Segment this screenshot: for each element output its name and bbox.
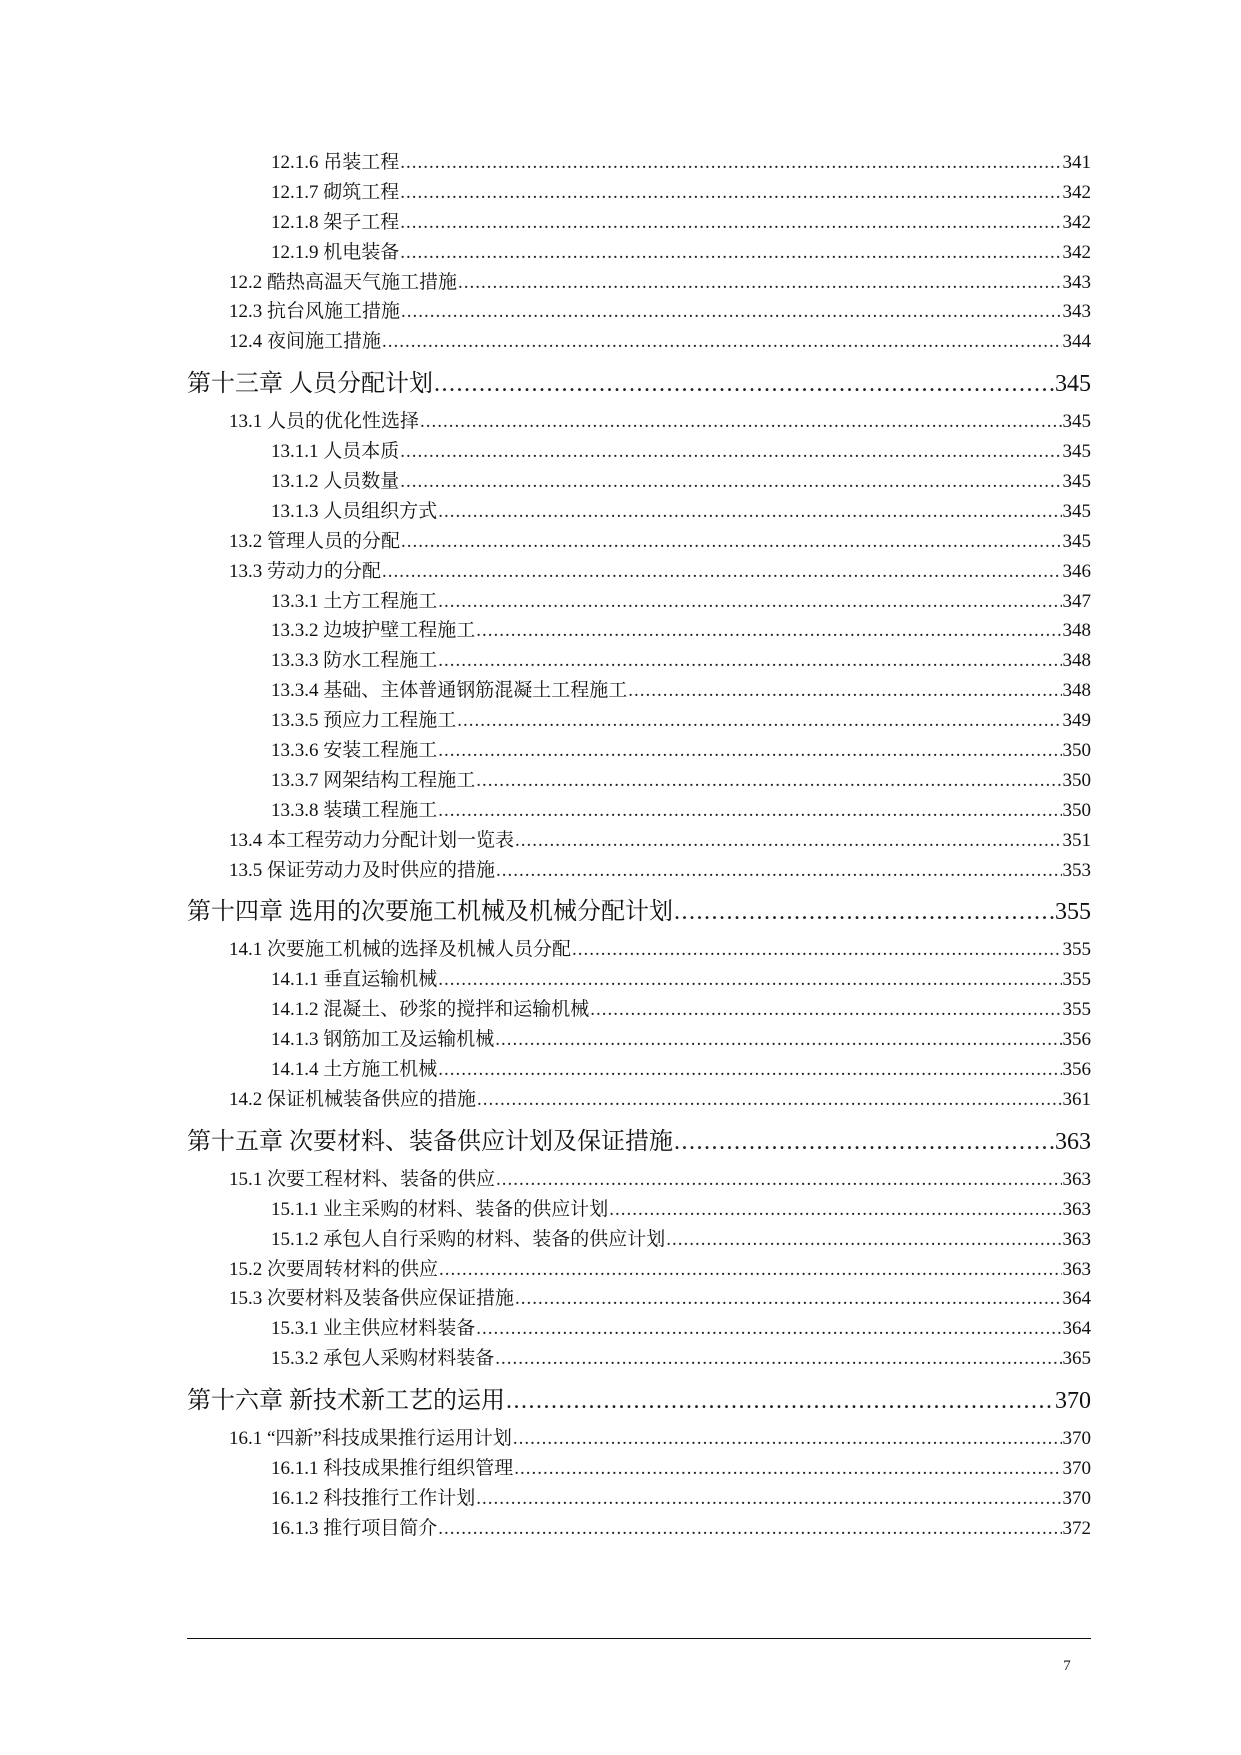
toc-dot-leader <box>674 1127 1054 1157</box>
toc-entry-page: 370 <box>1055 1388 1091 1415</box>
toc-entry[interactable] <box>187 587 1091 617</box>
toc-dot-leader <box>495 1344 1061 1374</box>
toc-dot-leader <box>506 1386 1054 1416</box>
toc-entry-page: 364 <box>1062 1318 1091 1340</box>
toc-dot-leader <box>438 1514 1061 1544</box>
toc-entry-page: 356 <box>1062 1029 1091 1051</box>
toc-entry-page: 355 <box>1062 999 1091 1021</box>
toc-entry-label: 15.1.1 业主采购的材料、装备的供应计划 <box>271 1198 609 1220</box>
toc-entry-label: 13.3.4 基础、主体普通钢筋混凝土工程施工 <box>271 680 628 702</box>
toc-dot-leader <box>401 527 1061 557</box>
toc-entry-label: 12.1.8 架子工程 <box>271 211 400 233</box>
toc-dot-leader <box>400 437 1061 467</box>
toc-entry[interactable] <box>187 616 1091 646</box>
toc-entry-label: 13.5 保证劳动力及时供应的措施 <box>229 859 496 881</box>
toc-dot-leader <box>438 497 1061 527</box>
toc-entry-label: 第十四章 选用的次要施工机械及机械分配计划 <box>187 899 673 926</box>
toc-entry-label: 14.1.1 垂直运输机械 <box>271 969 438 991</box>
toc-entry-page: 350 <box>1062 799 1091 821</box>
toc-entry-label: 第十六章 新技术新工艺的运用 <box>187 1388 505 1415</box>
toc-chapter-entry[interactable] <box>187 369 1091 399</box>
toc-dot-leader <box>666 1225 1061 1255</box>
toc-dot-leader <box>476 766 1061 796</box>
toc-dot-leader <box>496 856 1061 886</box>
toc-entry-page: 349 <box>1062 710 1091 732</box>
toc-entry-page: 364 <box>1062 1288 1091 1310</box>
toc-entry-label: 13.3 劳动力的分配 <box>229 560 382 582</box>
toc-dot-leader <box>477 1085 1061 1115</box>
toc-entry[interactable] <box>187 1314 1091 1344</box>
toc-entry[interactable] <box>187 646 1091 676</box>
toc-entry[interactable] <box>187 1085 1091 1115</box>
toc-entry-page: 355 <box>1055 899 1091 926</box>
toc-dot-leader <box>438 965 1061 995</box>
toc-entry[interactable] <box>187 437 1091 467</box>
table-of-contents <box>187 148 1091 1544</box>
toc-entry-label: 13.3.2 边坡护壁工程施工 <box>271 620 476 642</box>
toc-entry-page: 355 <box>1062 969 1091 991</box>
toc-entry-page: 372 <box>1062 1517 1091 1539</box>
toc-entry[interactable] <box>187 1454 1091 1484</box>
toc-entry-page: 345 <box>1062 471 1091 493</box>
toc-entry-page: 363 <box>1062 1228 1091 1250</box>
toc-entry[interactable] <box>187 766 1091 796</box>
toc-entry-label: 15.3 次要材料及装备供应保证措施 <box>229 1288 515 1310</box>
toc-dot-leader <box>628 676 1061 706</box>
toc-entry[interactable] <box>187 1284 1091 1314</box>
toc-entry[interactable] <box>187 407 1091 437</box>
toc-entry-label: 12.1.6 吊装工程 <box>271 152 400 173</box>
toc-entry[interactable] <box>187 935 1091 965</box>
toc-entry-page: 363 <box>1062 1168 1091 1190</box>
toc-dot-leader <box>400 178 1061 208</box>
toc-entry[interactable] <box>187 497 1091 527</box>
toc-dot-leader <box>496 1165 1061 1195</box>
toc-entry[interactable] <box>187 1514 1091 1544</box>
toc-entry-label: 12.2 酷热高温天气施工措施 <box>229 271 458 293</box>
toc-entry-label: 13.3.5 预应力工程施工 <box>271 710 457 732</box>
toc-entry-page: 343 <box>1062 271 1091 293</box>
toc-dot-leader <box>420 407 1061 437</box>
toc-entry-label: 13.1.2 人员数量 <box>271 471 400 493</box>
toc-entry-label: 13.1.3 人员组织方式 <box>271 500 438 522</box>
toc-entry-label: 15.3.1 业主供应材料装备 <box>271 1318 476 1340</box>
toc-entry-page: 350 <box>1062 769 1091 791</box>
toc-entry-label: 13.1 人员的优化性选择 <box>229 411 420 433</box>
page-number: 7 <box>1063 1658 1071 1674</box>
toc-entry-label: 14.1.4 土方施工机械 <box>271 1059 438 1081</box>
toc-dot-leader <box>495 1025 1061 1055</box>
toc-entry-label: 13.3.6 安装工程施工 <box>271 740 438 762</box>
toc-dot-leader <box>438 796 1061 826</box>
toc-entry[interactable] <box>187 1055 1091 1085</box>
toc-dot-leader <box>438 736 1061 766</box>
footer-divider <box>187 1638 1091 1639</box>
toc-chapter-entry[interactable] <box>187 1386 1091 1416</box>
toc-entry-page: 355 <box>1062 939 1091 961</box>
toc-entry[interactable] <box>187 1165 1091 1195</box>
toc-entry-page: 342 <box>1062 241 1091 263</box>
toc-entry-label: 13.3.7 网架结构工程施工 <box>271 769 476 791</box>
toc-entry-page: 363 <box>1055 1128 1091 1155</box>
toc-entry-page: 361 <box>1062 1088 1091 1110</box>
toc-entry-page: 344 <box>1062 331 1091 353</box>
toc-entry-page: 363 <box>1062 1258 1091 1280</box>
toc-dot-leader <box>438 1055 1061 1085</box>
toc-dot-leader <box>400 238 1061 268</box>
toc-entry-label: 13.2 管理人员的分配 <box>229 530 401 552</box>
toc-entry[interactable] <box>187 1025 1091 1055</box>
toc-entry[interactable] <box>187 297 1091 327</box>
toc-entry-page: 370 <box>1062 1457 1091 1479</box>
toc-entry[interactable] <box>187 467 1091 497</box>
toc-entry-page: 365 <box>1062 1348 1091 1370</box>
toc-entry[interactable] <box>187 856 1091 886</box>
toc-entry-label: 13.3.8 装璜工程施工 <box>271 799 438 821</box>
toc-entry-label: 15.1.2 承包人自行采购的材料、装备的供应计划 <box>271 1228 666 1250</box>
toc-dot-leader <box>438 587 1061 617</box>
toc-entry-label: 13.1.1 人员本质 <box>271 441 400 463</box>
toc-entry-label: 15.3.2 承包人采购材料装备 <box>271 1348 495 1370</box>
toc-entry-page: 346 <box>1062 560 1091 582</box>
toc-dot-leader <box>401 297 1061 327</box>
toc-entry-label: 12.4 夜间施工措施 <box>229 331 382 353</box>
toc-entry-page: 370 <box>1062 1487 1091 1509</box>
toc-dot-leader <box>434 369 1054 399</box>
toc-entry-label: 14.1.2 混凝土、砂浆的搅拌和运输机械 <box>271 999 590 1021</box>
toc-dot-leader <box>382 557 1061 587</box>
toc-dot-leader <box>674 897 1054 927</box>
toc-dot-leader <box>609 1195 1061 1225</box>
toc-dot-leader <box>457 706 1061 736</box>
toc-entry-page: 345 <box>1062 411 1091 433</box>
toc-entry-page: 348 <box>1062 680 1091 702</box>
toc-entry-label: 13.3.3 防水工程施工 <box>271 650 438 672</box>
toc-entry[interactable] <box>187 268 1091 298</box>
toc-entry[interactable] <box>187 1484 1091 1514</box>
toc-entry-label: 12.3 抗台风施工措施 <box>229 301 401 323</box>
toc-entry[interactable] <box>187 178 1091 208</box>
toc-entry-label: 16.1.1 科技成果推行组织管理 <box>271 1457 514 1479</box>
toc-entry-page: 345 <box>1062 441 1091 463</box>
toc-entry-page: 345 <box>1062 500 1091 522</box>
toc-dot-leader <box>458 268 1061 298</box>
toc-entry-page: 342 <box>1062 181 1091 203</box>
toc-entry[interactable] <box>187 208 1091 238</box>
toc-dot-leader <box>514 1454 1061 1484</box>
toc-dot-leader <box>513 1424 1062 1454</box>
toc-entry-label: 16.1.3 推行项目简介 <box>271 1517 438 1539</box>
toc-entry[interactable] <box>187 995 1091 1025</box>
toc-entry-page: 345 <box>1062 530 1091 552</box>
toc-dot-leader <box>590 995 1061 1025</box>
toc-entry-page: 363 <box>1062 1198 1091 1220</box>
toc-dot-leader <box>572 935 1061 965</box>
toc-entry[interactable] <box>187 965 1091 995</box>
toc-dot-leader <box>476 616 1061 646</box>
toc-dot-leader <box>439 1255 1061 1285</box>
toc-entry-label: 12.1.9 机电装备 <box>271 241 400 263</box>
toc-entry-label: 16.1 “四新”科技成果推行运用计划 <box>229 1428 512 1450</box>
toc-entry[interactable] <box>187 148 1091 178</box>
toc-entry-page: 351 <box>1062 829 1091 851</box>
toc-entry[interactable] <box>187 676 1091 706</box>
toc-entry-label: 13.3.1 土方工程施工 <box>271 590 438 612</box>
toc-entry-label: 13.4 本工程劳动力分配计划一览表 <box>229 829 515 851</box>
toc-entry[interactable] <box>187 1195 1091 1225</box>
toc-chapter-entry[interactable] <box>187 1127 1091 1157</box>
toc-entry-label: 第十三章 人员分配计划 <box>187 371 433 398</box>
toc-dot-leader <box>400 467 1061 497</box>
toc-entry-label: 第十五章 次要材料、装备供应计划及保证措施 <box>187 1128 673 1155</box>
toc-entry[interactable] <box>187 527 1091 557</box>
toc-entry-label: 16.1.2 科技推行工作计划 <box>271 1487 476 1509</box>
toc-dot-leader <box>515 1284 1061 1314</box>
toc-entry[interactable] <box>187 826 1091 856</box>
toc-entry-page: 347 <box>1062 590 1091 612</box>
toc-entry-page: 343 <box>1062 301 1091 323</box>
toc-entry-page: 345 <box>1055 371 1091 398</box>
toc-dot-leader <box>476 1314 1061 1344</box>
toc-entry-page: 348 <box>1062 620 1091 642</box>
toc-entry-label: 14.1 次要施工机械的选择及机械人员分配 <box>229 939 572 961</box>
toc-dot-leader <box>515 826 1061 856</box>
toc-entry[interactable] <box>187 1255 1091 1285</box>
toc-entry-page: 356 <box>1062 1059 1091 1081</box>
toc-chapter-entry[interactable] <box>187 897 1091 927</box>
toc-entry-label: 14.2 保证机械装备供应的措施 <box>229 1088 477 1110</box>
toc-entry[interactable] <box>187 1225 1091 1255</box>
toc-dot-leader <box>476 1484 1061 1514</box>
toc-entry-page: 350 <box>1062 740 1091 762</box>
toc-entry-page: 353 <box>1062 859 1091 881</box>
toc-entry[interactable] <box>187 796 1091 826</box>
toc-dot-leader <box>382 327 1061 357</box>
toc-entry-label: 15.2 次要周转材料的供应 <box>229 1258 439 1280</box>
toc-entry-label: 15.1 次要工程材料、装备的供应 <box>229 1168 496 1190</box>
toc-dot-leader <box>400 148 1061 178</box>
toc-dot-leader <box>438 646 1061 676</box>
toc-entry[interactable] <box>187 557 1091 587</box>
toc-entry[interactable] <box>187 1344 1091 1374</box>
toc-entry-label: 14.1.3 钢筋加工及运输机械 <box>271 1029 495 1051</box>
toc-entry[interactable] <box>187 736 1091 766</box>
toc-entry[interactable] <box>187 1424 1091 1454</box>
toc-entry[interactable] <box>187 327 1091 357</box>
toc-entry-page: 370 <box>1062 1428 1091 1450</box>
toc-entry[interactable] <box>187 706 1091 736</box>
toc-entry-page: 342 <box>1062 211 1091 233</box>
toc-dot-leader <box>400 208 1061 238</box>
toc-entry[interactable] <box>187 238 1091 268</box>
toc-entry-page: 348 <box>1062 650 1091 672</box>
toc-entry-label: 12.1.7 砌筑工程 <box>271 181 400 203</box>
toc-entry-page: 341 <box>1062 152 1091 173</box>
